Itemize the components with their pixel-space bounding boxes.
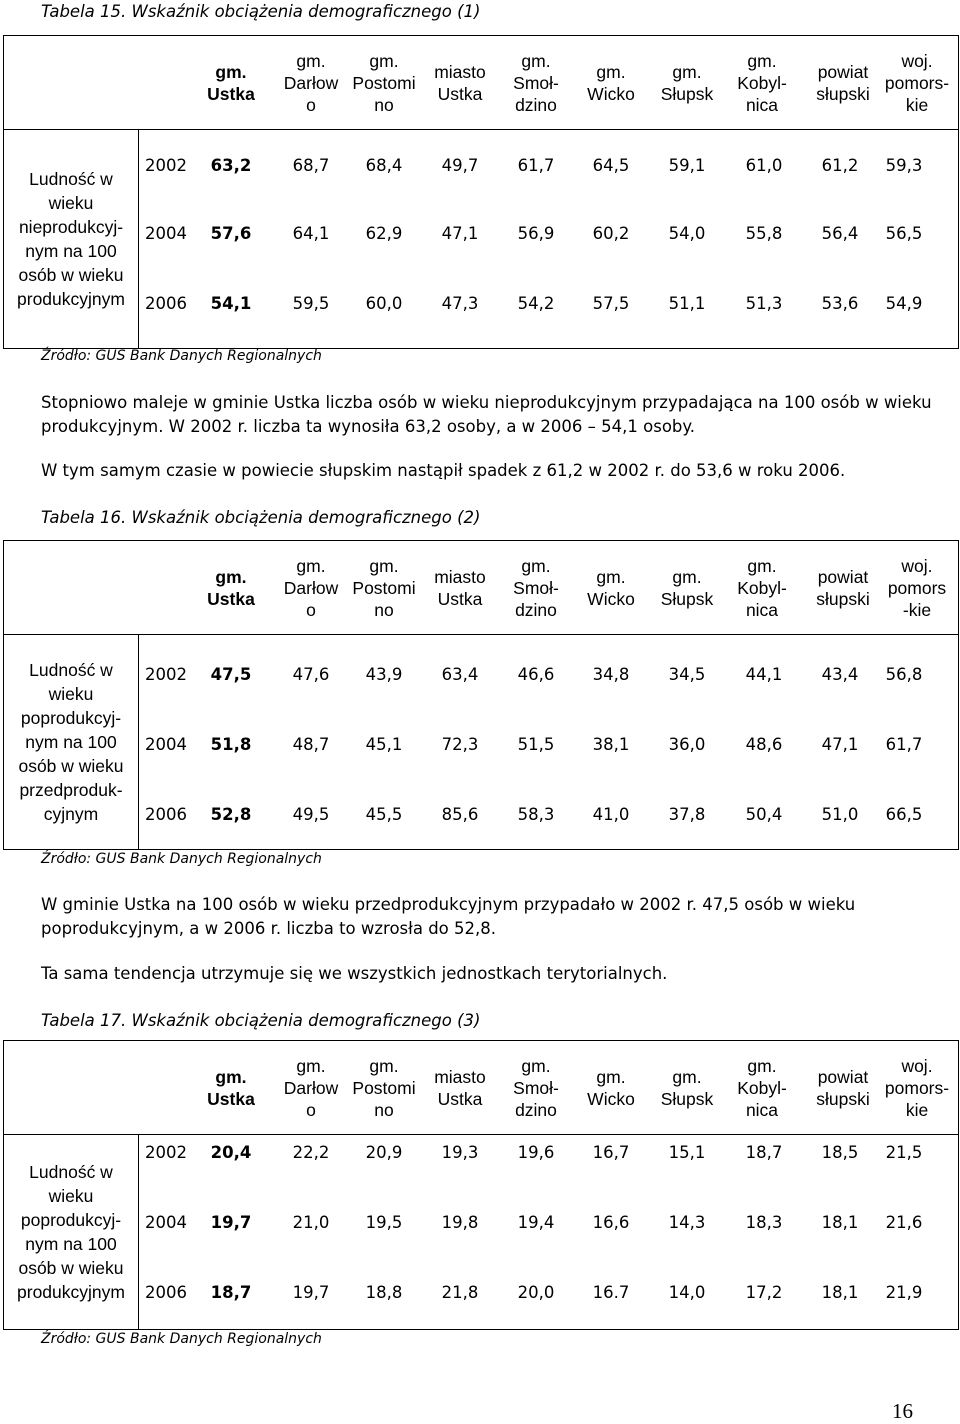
value-cell: 58,3 [517,805,555,824]
column-header [881,541,953,634]
column-header-line: Darłow [283,1077,339,1098]
column-header [575,541,647,634]
year-cell: 2002 [145,1143,187,1162]
column-header-line: miasto [434,1066,486,1087]
value-cell: 66,5 [885,805,923,824]
row-label-line: produkcyjnym [17,289,125,309]
column-header-line: gm. [369,1055,399,1076]
column-header-line: słupski [816,1088,870,1109]
column-header-line: gm. [596,61,626,82]
paragraph-2: W tym samym czasie w powiecie słupskim nastąpił spadek z 61,2 w 2002 r. do 53,6 w roku 2006. [41,461,846,480]
value-cell: 18,5 [821,1143,859,1162]
value-cell: 57,6 [210,224,252,243]
row-label-line: poprodukcyj- [20,1210,122,1230]
paragraph-3: W gminie Ustka na 100 osób w wieku przedprodukcyjnym przypadało w 2002 r. 47,5 osób w wieku poprodukcyjnym, a w 2006 r. liczba to wzrosła do 52,8. [41,895,856,938]
table-15-source: Źródło: GUS Bank Danych Regionalnych [41,348,322,364]
year-cell: 2004 [145,224,187,243]
column-header [195,1041,267,1134]
row-label-line: przedproduk- [19,780,123,800]
value-cell: 56,4 [821,224,859,243]
column-header-line: gm. [596,566,626,587]
value-cell: 45,5 [365,805,403,824]
table-row [4,292,958,316]
row-label-line: wieku [48,193,94,213]
column-header [348,1041,420,1134]
value-cell: 17,2 [745,1283,783,1302]
column-header-line: no [374,94,394,115]
column-header-line: gm. [215,566,247,587]
column-header-line: pomors- [884,72,950,93]
column-header-line: Smoł- [513,1077,559,1098]
column-header-line: słupski [816,83,870,104]
table-16-source: Źródło: GUS Bank Danych Regionalnych [41,851,322,867]
column-header [500,541,572,634]
value-cell: 54,0 [668,224,706,243]
table-15-body [4,130,958,348]
column-header [651,541,723,634]
table-16-body [4,635,958,849]
value-cell: 18,1 [821,1283,859,1302]
value-cell: 14,0 [668,1283,706,1302]
row-label-line: poprodukcyj- [20,708,122,728]
column-header [195,36,267,129]
value-cell: 61,0 [745,156,783,175]
column-header-line: pomors- [884,1077,950,1098]
column-header-line: miasto [434,566,486,587]
column-header-line: gm. [521,50,551,71]
value-cell: 19,3 [441,1143,479,1162]
value-cell: 63,4 [441,665,479,684]
column-header-line: Słupsk [660,83,714,104]
row-label-line: Ludność w [29,1162,113,1182]
value-cell: 47,1 [441,224,479,243]
column-header [726,36,798,129]
table-row [4,1281,958,1305]
column-header-line: Postomi [352,72,416,93]
value-cell: 59,1 [668,156,706,175]
column-header [575,36,647,129]
value-cell: 37,8 [668,805,706,824]
row-label-line: wieku [48,1186,94,1206]
column-header-line: Kobyl- [737,577,787,598]
column-header-line: nica [745,1099,779,1120]
value-cell: 51,8 [210,735,252,754]
column-header-line: gm. [672,566,702,587]
table-row [4,803,958,827]
column-header-line: no [374,1099,394,1120]
value-cell: 45,1 [365,735,403,754]
column-header-line: Ustka [207,83,255,104]
column-header [726,541,798,634]
value-cell: 56,5 [885,224,923,243]
column-header [881,36,953,129]
paragraph-1: Stopniowo maleje w gminie Ustka liczba osób w wieku nieprodukcyjnym przypadająca na 100 osób w wieku produkcyjnym. W 2002 r. liczba ta wynosiła 63,2 osoby, a w 2006 – 54,1 osoby. [41,393,932,436]
column-header-line: gm. [369,50,399,71]
year-cell: 2004 [145,735,187,754]
value-cell: 19,5 [365,1213,403,1232]
value-cell: 61,7 [517,156,555,175]
value-cell: 48,7 [292,735,330,754]
column-header [500,36,572,129]
value-cell: 57,5 [592,294,630,313]
column-header-line: Ustka [437,588,483,609]
column-header-line: Słupsk [660,588,714,609]
row-label-line: cyjnym [43,804,99,824]
value-cell: 34,5 [668,665,706,684]
value-cell: 64,5 [592,156,630,175]
year-cell: 2002 [145,665,187,684]
value-cell: 52,8 [210,805,252,824]
value-cell: 21,6 [885,1213,923,1232]
column-header [651,36,723,129]
table-16-header [4,541,958,635]
column-header-line: gm. [369,555,399,576]
row-label-line: osób w wieku [18,265,124,285]
value-cell: 56,9 [517,224,555,243]
value-cell: 68,4 [365,156,403,175]
value-cell: 50,4 [745,805,783,824]
table-row [4,1141,958,1165]
value-cell: 16,6 [592,1213,630,1232]
value-cell: 59,5 [292,294,330,313]
column-header [651,1041,723,1134]
value-cell: 34,8 [592,665,630,684]
year-cell: 2006 [145,294,187,313]
column-header-line: gm. [747,1055,777,1076]
row-label-line: nym na 100 [25,241,117,261]
value-cell: 61,2 [821,156,859,175]
column-header-line: woj. [901,1055,933,1076]
year-cell: 2006 [145,805,187,824]
column-header-line: Wicko [587,1088,635,1109]
value-cell: 43,9 [365,665,403,684]
column-header [726,1041,798,1134]
column-header [807,541,879,634]
value-cell: 18,7 [210,1283,252,1302]
column-header-line: dzino [515,599,557,620]
column-header-line: gm. [596,1066,626,1087]
table-row [4,1211,958,1235]
column-header [275,36,347,129]
value-cell: 48,6 [745,735,783,754]
value-cell: 47,6 [292,665,330,684]
value-cell: 21,8 [441,1283,479,1302]
value-cell: 44,1 [745,665,783,684]
table-15 [3,35,959,349]
column-header [275,1041,347,1134]
column-header [424,36,496,129]
column-header-line: dzino [515,94,557,115]
table-row [4,222,958,246]
value-cell: 54,9 [885,294,923,313]
table-row [4,663,958,687]
column-header-line: no [374,599,394,620]
table-16-caption: Tabela 16. Wskaźnik obciążenia demograficznego (2) [41,508,481,527]
column-header-line: Postomi [352,1077,416,1098]
column-header-line: Smoł- [513,72,559,93]
column-header-line: o [306,94,316,115]
year-cell: 2006 [145,1283,187,1302]
column-header [500,1041,572,1134]
value-cell: 19,7 [210,1213,252,1232]
value-cell: 46,6 [517,665,555,684]
column-header [424,541,496,634]
value-cell: 54,1 [210,294,252,313]
column-header-line: gm. [521,555,551,576]
table-17-header [4,1041,958,1135]
year-cell: 2004 [145,1213,187,1232]
value-cell: 51,1 [668,294,706,313]
column-header-line: Ustka [207,588,255,609]
value-cell: 19,8 [441,1213,479,1232]
value-cell: 22,2 [292,1143,330,1162]
value-cell: 47,1 [821,735,859,754]
column-header-line: nica [745,599,779,620]
value-cell: 55,8 [745,224,783,243]
column-header-line: Postomi [352,577,416,598]
value-cell: 16.7 [592,1283,630,1302]
column-header-line: gm. [215,61,247,82]
page-number: 16 [892,1399,913,1423]
value-cell: 41,0 [592,805,630,824]
year-cell: 2002 [145,156,187,175]
column-header-line: kie [905,94,929,115]
value-cell: 20,9 [365,1143,403,1162]
value-cell: 43,4 [821,665,859,684]
column-header-line: Wicko [587,83,635,104]
value-cell: 53,6 [821,294,859,313]
column-header-line: gm. [296,1055,326,1076]
value-cell: 18,3 [745,1213,783,1232]
row-label-line: produkcyjnym [17,1282,125,1302]
value-cell: 60,0 [365,294,403,313]
column-header-line: nica [745,94,779,115]
value-cell: 72,3 [441,735,479,754]
value-cell: 20,4 [210,1143,252,1162]
value-cell: 64,1 [292,224,330,243]
table-17 [3,1040,959,1330]
column-header-line: gm. [747,50,777,71]
column-header-line: Darłow [283,577,339,598]
table-17-source: Źródło: GUS Bank Danych Regionalnych [41,1331,322,1347]
value-cell: 38,1 [592,735,630,754]
value-cell: 15,1 [668,1143,706,1162]
table-16 [3,540,959,850]
column-header-line: gm. [521,1055,551,1076]
column-header-line: gm. [672,1066,702,1087]
column-header-line: pomors [887,577,947,598]
column-header-line: Darłow [283,72,339,93]
column-header-line: Słupsk [660,1088,714,1109]
column-header [348,36,420,129]
value-cell: 68,7 [292,156,330,175]
row-label-line: osób w wieku [18,756,124,776]
row-label-line: nieprodukcyj- [18,217,124,237]
column-header-line: woj. [901,50,933,71]
column-header-line: gm. [215,1066,247,1087]
value-cell: 49,5 [292,805,330,824]
value-cell: 51,0 [821,805,859,824]
value-cell: 85,6 [441,805,479,824]
column-header-line: kie [905,1099,929,1120]
column-header-line: słupski [816,588,870,609]
paragraph-4: Ta sama tendencja utrzymuje się we wszystkich jednostkach terytorialnych. [41,964,668,983]
value-cell: 21,5 [885,1143,923,1162]
column-header [881,1041,953,1134]
row-label-line: Ludność w [29,169,113,189]
table-17-body [4,1135,958,1329]
column-header-line: Ustka [437,1088,483,1109]
column-header-line: Kobyl- [737,1077,787,1098]
column-header-line: Ustka [207,1088,255,1109]
value-cell: 49,7 [441,156,479,175]
value-cell: 60,2 [592,224,630,243]
value-cell: 19,6 [517,1143,555,1162]
table-15-header [4,36,958,130]
value-cell: 63,2 [210,156,252,175]
row-label-line: Ludność w [29,660,113,680]
column-header-line: Wicko [587,588,635,609]
value-cell: 18,8 [365,1283,403,1302]
column-header [275,541,347,634]
value-cell: 56,8 [885,665,923,684]
column-header-line: woj. [901,555,933,576]
value-cell: 36,0 [668,735,706,754]
value-cell: 59,3 [885,156,923,175]
table-row [4,154,958,178]
value-cell: 51,5 [517,735,555,754]
column-header [807,1041,879,1134]
column-header-line: gm. [296,555,326,576]
value-cell: 20,0 [517,1283,555,1302]
table-15-caption: Tabela 15. Wskaźnik obciążenia demograficznego (1) [41,2,481,21]
value-cell: 18,7 [745,1143,783,1162]
column-header-line: powiat [817,61,869,82]
table-17-caption: Tabela 17. Wskaźnik obciążenia demograficznego (3) [41,1011,481,1030]
value-cell: 51,3 [745,294,783,313]
value-cell: 54,2 [517,294,555,313]
column-header-line: miasto [434,61,486,82]
value-cell: 21,0 [292,1213,330,1232]
column-header [424,1041,496,1134]
column-header-line: Kobyl- [737,72,787,93]
column-header [195,541,267,634]
column-header-line: dzino [515,1099,557,1120]
column-header-line: Smoł- [513,577,559,598]
value-cell: 14,3 [668,1213,706,1232]
column-header [348,541,420,634]
column-header-line: -kie [902,599,932,620]
column-header-line: o [306,1099,316,1120]
value-cell: 61,7 [885,735,923,754]
value-cell: 47,5 [210,665,252,684]
row-label-line: osób w wieku [18,1258,124,1278]
value-cell: 19,7 [292,1283,330,1302]
value-cell: 19,4 [517,1213,555,1232]
column-header [807,36,879,129]
column-header-line: powiat [817,566,869,587]
row-label-line: wieku [48,684,94,704]
value-cell: 62,9 [365,224,403,243]
row-label-line: nym na 100 [25,1234,117,1254]
column-header-line: gm. [296,50,326,71]
column-header-line: gm. [747,555,777,576]
column-header-line: powiat [817,1066,869,1087]
column-header-line: gm. [672,61,702,82]
table-row [4,733,958,757]
value-cell: 16,7 [592,1143,630,1162]
row-label-line: nym na 100 [25,732,117,752]
value-cell: 18,1 [821,1213,859,1232]
column-header [575,1041,647,1134]
column-header-line: Ustka [437,83,483,104]
column-header-line: o [306,599,316,620]
value-cell: 47,3 [441,294,479,313]
value-cell: 21,9 [885,1283,923,1302]
